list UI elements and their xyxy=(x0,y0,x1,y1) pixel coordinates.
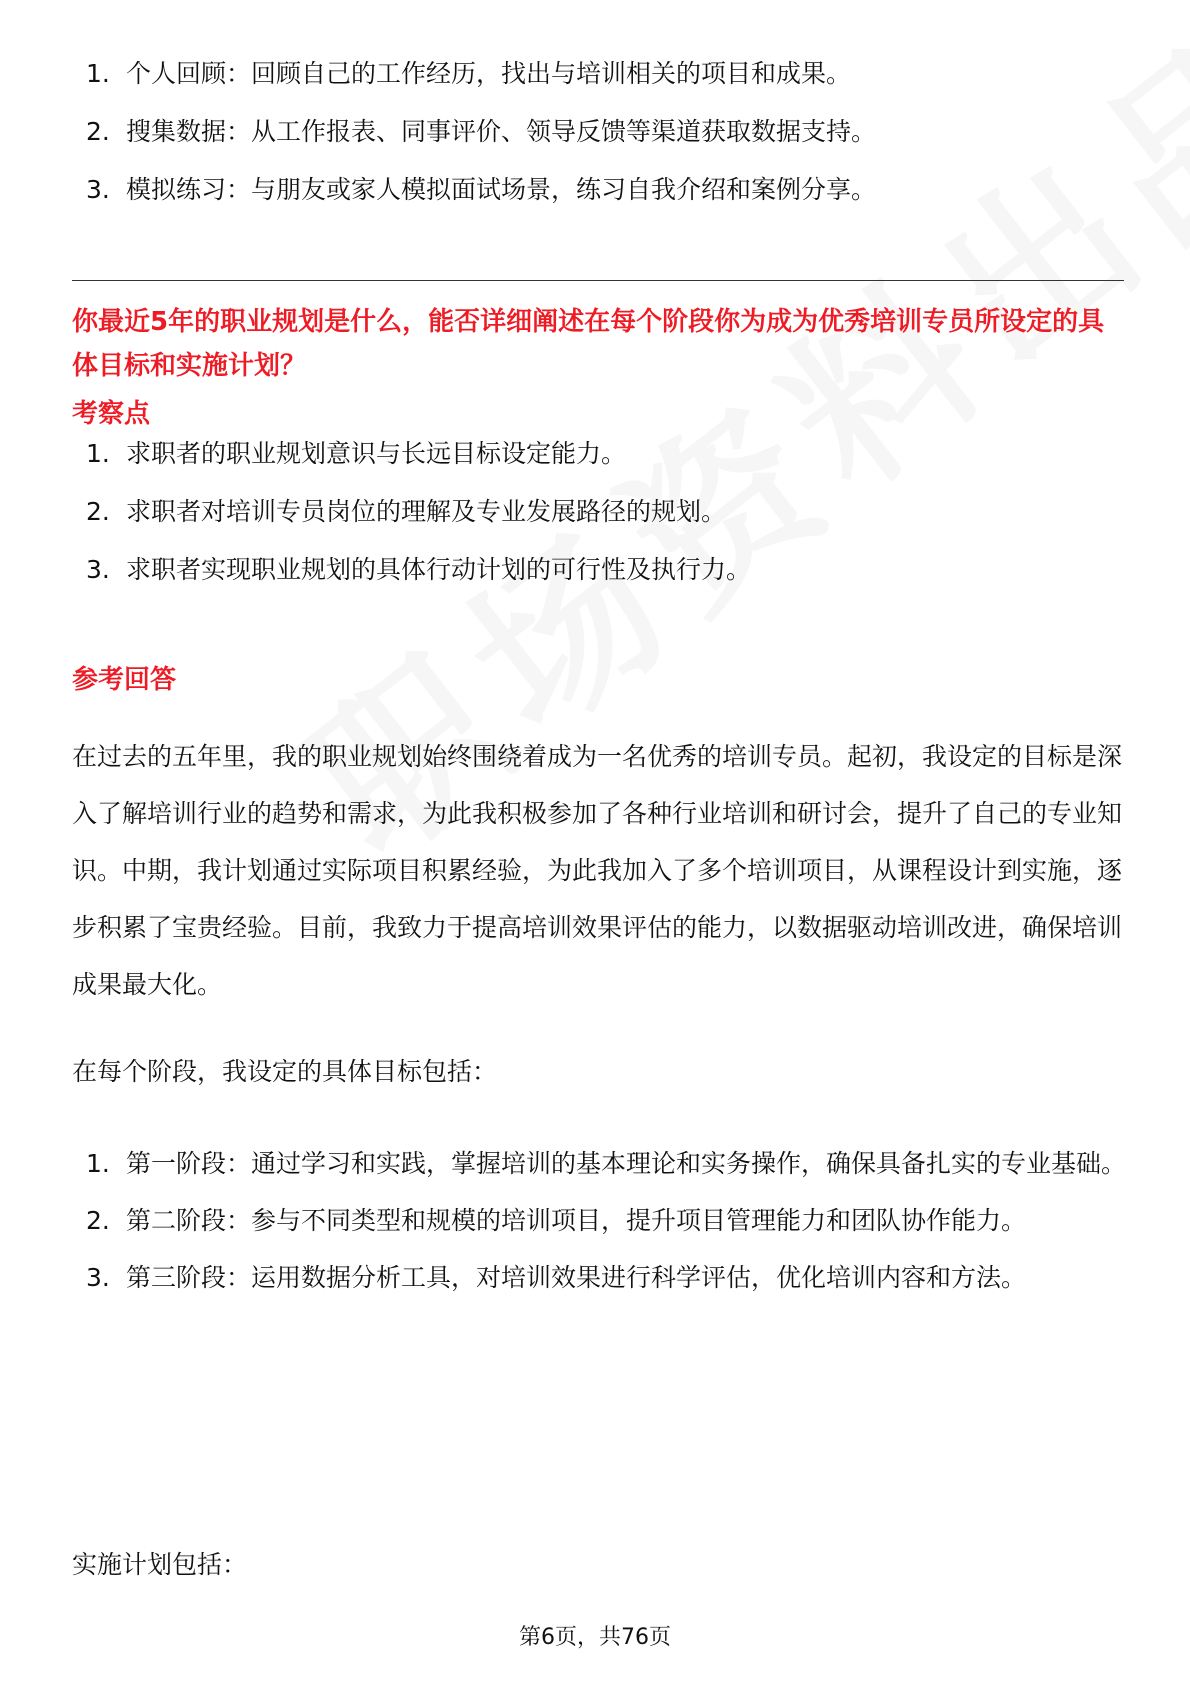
list-text: 求职者的职业规划意识与长远目标设定能力。 xyxy=(126,439,627,468)
list-item xyxy=(86,45,1126,103)
list-text: 求职者实现职业规划的具体行动计划的可行性及执行力。 xyxy=(126,555,752,584)
stage-list xyxy=(86,1135,1126,1306)
section-divider xyxy=(72,280,1124,281)
list-text: 搜集数据：从工作报表、同事评价、领导反馈等渠道获取数据支持。 xyxy=(126,117,877,146)
list-text: 求职者对培训专员岗位的理解及专业发展路径的规划。 xyxy=(126,497,727,526)
list-item xyxy=(86,425,1126,483)
question-heading: 你最近5年的职业规划是什么，能否详细阐述在每个阶段你为成为优秀培训专员所设定的具体目标和实施计划？ xyxy=(72,307,1105,381)
list-number: 3. xyxy=(86,555,110,584)
list-item xyxy=(86,1249,1126,1306)
list-number: 1. xyxy=(86,59,110,88)
list-number: 1. xyxy=(86,439,110,468)
list-item xyxy=(86,1135,1126,1192)
list-text: 第二阶段：参与不同类型和规模的培训项目，提升项目管理能力和团队协作能力。 xyxy=(126,1206,1027,1235)
list-item xyxy=(86,1192,1126,1249)
list-item xyxy=(86,541,1126,599)
answer-paragraph: 在过去的五年里，我的职业规划始终围绕着成为一名优秀的培训专员。起初，我设定的目标是深入了解培训行业的趋势和需求，为此我积极参加了各种行业培训和研讨会，提升了自己的专业知识。中期，我计划通过实际项目积累经验，为此我加入了多个培训项目，从课程设计到实施，逐步积累了宝贵经验。目前，我致力于提高培训效果评估的能力，以数据驱动培训改进，确保培训成果最大化。 xyxy=(72,742,1123,999)
list-text: 模拟练习：与朋友或家人模拟面试场景，练习自我介绍和案例分享。 xyxy=(126,175,877,204)
list-number: 2. xyxy=(86,1206,110,1235)
answer-paragraph: 实施计划包括： xyxy=(72,1550,248,1579)
list-item xyxy=(86,103,1126,161)
list-item xyxy=(86,483,1126,541)
answer-heading: 参考回答 xyxy=(72,665,177,695)
list-item xyxy=(86,161,1126,219)
list-number: 3. xyxy=(86,175,110,204)
list-number: 1. xyxy=(86,1149,110,1178)
page-footer: 第6页，共76页 xyxy=(519,1625,671,1650)
focus-list xyxy=(86,425,1126,599)
list-text: 第一阶段：通过学习和实践，掌握培训的基本理论和实务操作，确保具备扎实的专业基础。 xyxy=(126,1149,1127,1178)
list-number: 3. xyxy=(86,1263,110,1292)
list-text: 第三阶段：运用数据分析工具，对培训效果进行科学评估，优化培训内容和方法。 xyxy=(126,1263,1027,1292)
list-number: 2. xyxy=(86,117,110,146)
answer-paragraph: 在每个阶段，我设定的具体目标包括： xyxy=(72,1057,498,1086)
top-list xyxy=(86,45,1126,219)
focus-heading: 考察点 xyxy=(72,399,151,429)
list-text: 个人回顾：回顾自己的工作经历，找出与培训相关的项目和成果。 xyxy=(126,59,852,88)
list-number: 2. xyxy=(86,497,110,526)
